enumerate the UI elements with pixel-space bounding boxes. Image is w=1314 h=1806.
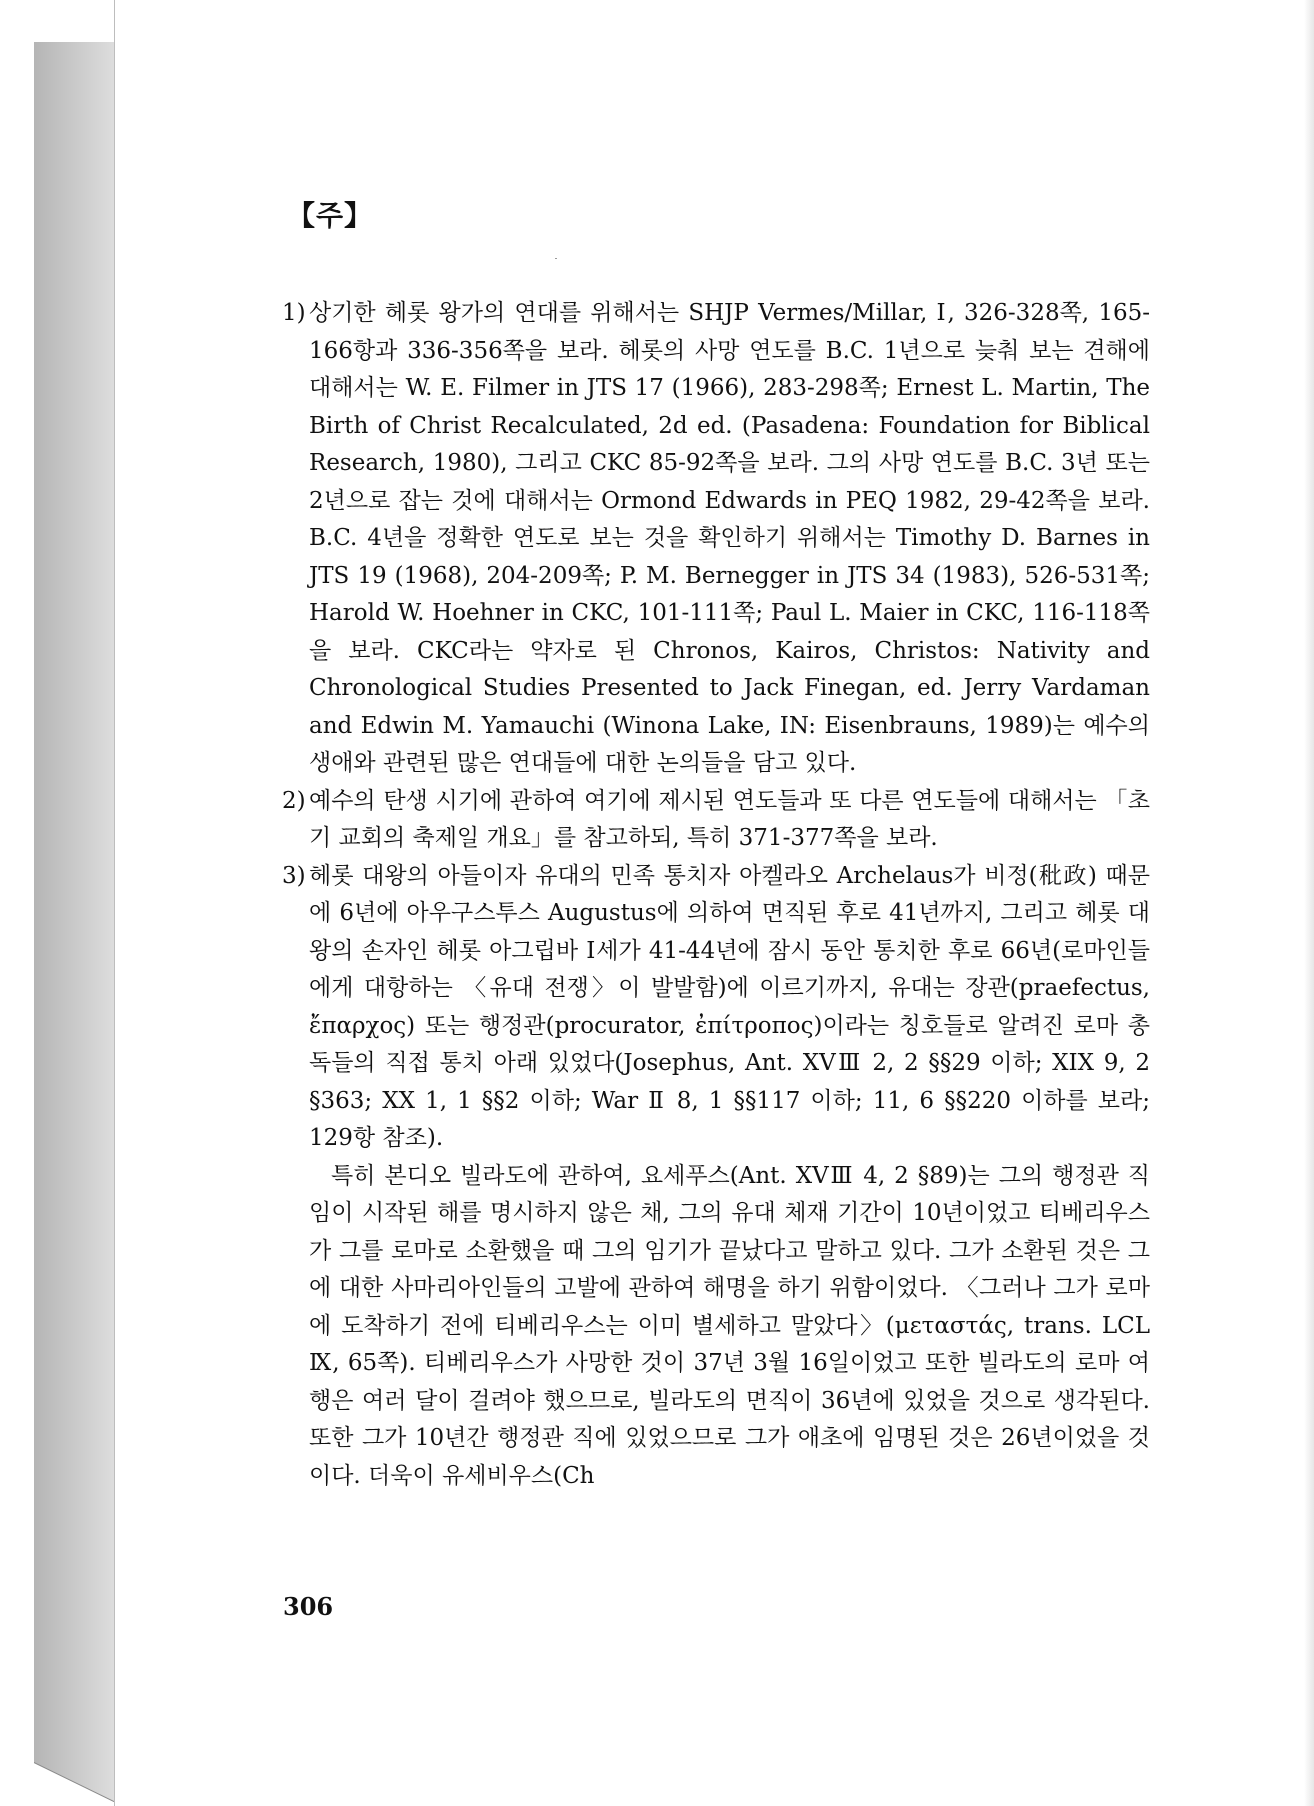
notes-list (282, 295, 1150, 1495)
note-number: 1) (282, 300, 306, 326)
note-number: 3) (282, 862, 306, 889)
note-text: 헤롯 대왕의 아들이자 유대의 민족 통치자 아켈라오 Archelaus가 비정(秕政) 때문에 6년에 아우구스투스 Augustus에 의하여 면직된 후로 41년까지, 그리고 헤롯 대왕의 손자인 헤롯 아그립바 Ⅰ세가 41-44년에 잠시 동안 통치한 후로 66년(로마인들에게 대항하는 〈유대 전쟁〉이 발발함)에 이르기까지, 유대는 장관(praefectus, ἔπαρχος) 또는 행정관(procurator, ἐπίτροπος)이라는 칭호들로 알려진 로마 총독들의 직접 통치 아래 있었다(Josephus, Ant. XVⅢ 2, 2 §§29 이하; XIX 9, 2 §363; XX 1, 1 §§2 이하; War Ⅱ 8, 1 §§117 이하; 11, 6 §§220 이하를 보라; 129항 참조). (309, 862, 1150, 1151)
print-speck (555, 258, 557, 259)
note-text-block (309, 858, 1150, 1496)
note-text: 상기한 헤롯 왕가의 연대를 위해서는 SHJP Vermes/Millar, Ⅰ, 326-328쪽, 165-166항과 336-356쪽을 보라. 헤롯의 사망 연도를 B.C. 1년으로 늦춰 보는 견해에 대해서는 W. E. Filmer in JTS 17 (1966), 283-298쪽; Ernest L. Martin, The Birth of Christ Recalculated, 2d ed. (Pasadena: Foundation for Biblical Research, 1980), 그리고 CKC 85-92쪽을 보라. 그의 사망 연도를 B.C. 3년 또는 2년으로 잡는 것에 대해서는 Ormond Edwards in PEQ 1982, 29-42쪽을 보라. B.C. 4년을 정확한 연도로 보는 것을 확인하기 위해서는 Timothy D. Barnes in JTS 19 (1968), 204-209쪽; P. M. Bernegger in JTS 34 (1983), 526-531쪽; Harold W. Hoehner in CKC, 101-111쪽; Paul L. Maier in CKC, 116-118쪽을 보라. CKC라는 약자로 된 Chronos, Kairos, Christos: Nativity and Chronological Studies Presented to Jack Finegan, ed. Jerry Vardaman and Edwin M. Yamauchi (Winona Lake, IN: Eisenbrauns, 1989)는 예수의 생애와 관련된 많은 연대들에 대한 논의들을 담고 있다. (309, 300, 1150, 776)
note-text: 예수의 탄생 시기에 관하여 여기에 제시된 연도들과 또 다른 연도들에 대해서는 「초기 교회의 축제일 개요」를 참고하되, 특히 371-377쪽을 보라. (309, 787, 1150, 851)
page-number: 306 (283, 1592, 334, 1621)
note-1 (282, 295, 1150, 783)
notes-heading: 【주】 (287, 199, 374, 232)
note-number: 2) (282, 787, 306, 814)
note-text-paragraph: 특히 본디오 빌라도에 관하여, 요세푸스(Ant. XVⅢ 4, 2 §89)는 그의 행정관 직임이 시작된 해를 명시하지 않은 채, 그의 유대 체재 기간이 10년이었고 티베리우스가 그를 로마로 소환했을 때 그의 임기가 끝났다고 말하고 있다. 그가 소환된 것은 그에 대한 사마리아인들의 고발에 관하여 해명을 하기 위함이었다. 〈그러나 그가 로마에 도착하기 전에 티베리우스는 이미 별세하고 말았다〉(μεταστάς, trans. LCL Ⅸ, 65쪽). 티베리우스가 사망한 것이 37년 3월 16일이었고 또한 빌라도의 로마 여행은 여러 달이 걸려야 했으므로, 빌라도의 면직이 36년에 있었을 것으로 생각된다. 또한 그가 10년간 행정관 직에 있었으므로 그가 애초에 임명된 것은 26년이었을 것이다. 더욱이 유세비우스(Ch (309, 1162, 1150, 1489)
note-2 (282, 783, 1150, 858)
book-spine-edge (34, 42, 116, 1802)
note-3 (282, 858, 1150, 1496)
page-edge-shadow (1304, 0, 1314, 1806)
